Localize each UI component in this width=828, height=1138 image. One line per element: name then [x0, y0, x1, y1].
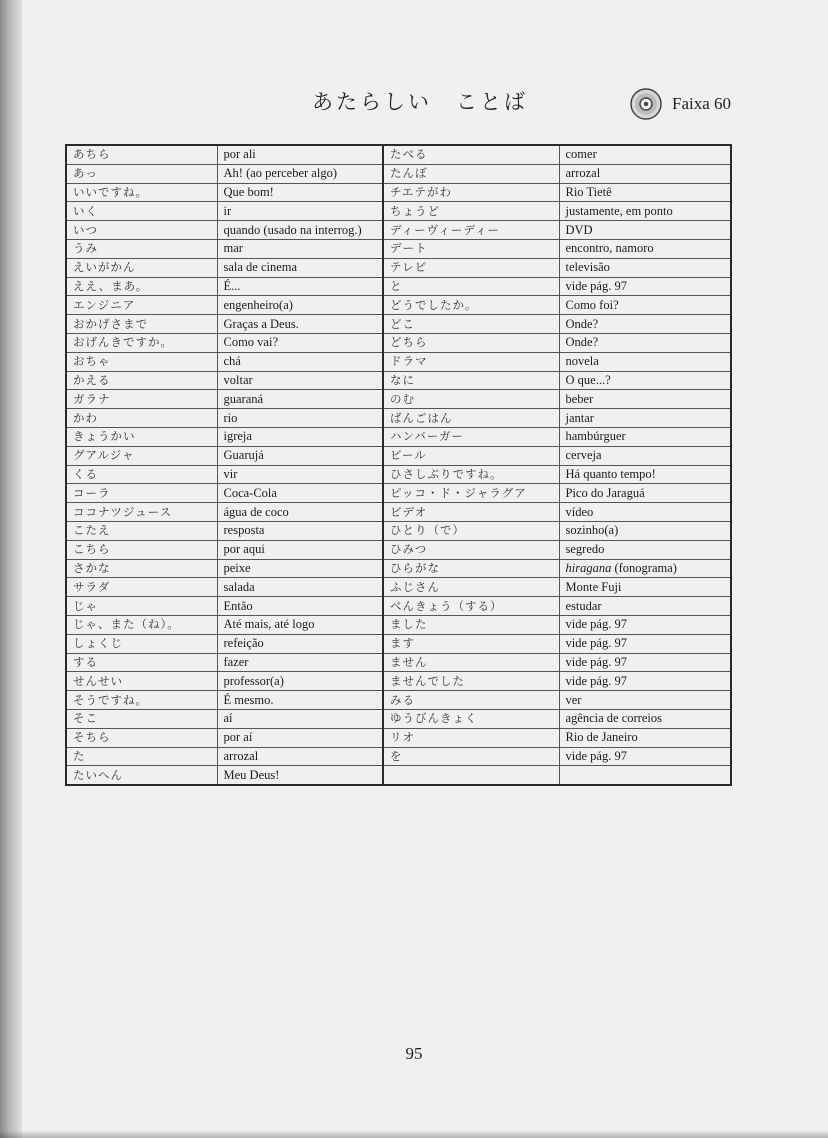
portuguese-meaning: estudar [559, 597, 731, 616]
japanese-word: と [383, 277, 559, 296]
japanese-word: じゃ、また（ね）。 [66, 615, 217, 634]
japanese-word: おげんきですか。 [66, 333, 217, 352]
table-row [66, 503, 731, 522]
portuguese-meaning: Como foi? [559, 296, 731, 315]
portuguese-meaning: Onde? [559, 315, 731, 334]
portuguese-meaning: sala de cinema [217, 258, 383, 277]
page-number: 95 [405, 1044, 423, 1063]
table-row [66, 521, 731, 540]
table-row [66, 634, 731, 653]
portuguese-meaning: igreja [217, 427, 383, 446]
japanese-word: ビデオ [383, 503, 559, 522]
table-row [66, 484, 731, 503]
table-row [66, 709, 731, 728]
japanese-word: いく [66, 202, 217, 221]
japanese-word: を [383, 747, 559, 766]
table-row [66, 691, 731, 710]
japanese-word: ビール [383, 446, 559, 465]
japanese-word: なに [383, 371, 559, 390]
portuguese-meaning: voltar [217, 371, 383, 390]
japanese-word: いいですね。 [66, 183, 217, 202]
portuguese-meaning: É... [217, 277, 383, 296]
book-spine-shadow [0, 0, 22, 1138]
portuguese-meaning: aí [217, 709, 383, 728]
portuguese-meaning: vir [217, 465, 383, 484]
portuguese-meaning: segredo [559, 540, 731, 559]
table-row [66, 653, 731, 672]
japanese-word: ます [383, 634, 559, 653]
portuguese-meaning: vide pág. 97 [559, 634, 731, 653]
table-row [66, 409, 731, 428]
portuguese-meaning: justamente, em ponto [559, 202, 731, 221]
japanese-word: そうですね。 [66, 691, 217, 710]
japanese-word: せんせい [66, 672, 217, 691]
portuguese-meaning: arrozal [559, 164, 731, 183]
japanese-word: ませんでした [383, 672, 559, 691]
table-row [66, 446, 731, 465]
portuguese-meaning: por aí [217, 728, 383, 747]
portuguese-meaning: Há quanto tempo! [559, 465, 731, 484]
japanese-word: いつ [66, 221, 217, 240]
portuguese-meaning: engenheiro(a) [217, 296, 383, 315]
japanese-word: べんきょう（する） [383, 597, 559, 616]
portuguese-meaning: Pico do Jaraguá [559, 484, 731, 503]
japanese-word: ひさしぶりですね。 [383, 465, 559, 484]
table-row [66, 371, 731, 390]
portuguese-meaning: hambúrguer [559, 427, 731, 446]
portuguese-meaning: ver [559, 691, 731, 710]
track-label: Faixa 60 [672, 94, 732, 113]
table-row [66, 333, 731, 352]
portuguese-meaning: Então [217, 597, 383, 616]
portuguese-meaning: televisão [559, 258, 731, 277]
japanese-word: そこ [66, 709, 217, 728]
portuguese-meaning: salada [217, 578, 383, 597]
table-row [66, 597, 731, 616]
table-row [66, 145, 731, 164]
table-row [66, 202, 731, 221]
portuguese-meaning: vide pág. 97 [559, 653, 731, 672]
japanese-word: しょくじ [66, 634, 217, 653]
japanese-word: かえる [66, 371, 217, 390]
portuguese-meaning: vide pág. 97 [559, 277, 731, 296]
portuguese-meaning: cerveja [559, 446, 731, 465]
japanese-word: リオ [383, 728, 559, 747]
japanese-word: こたえ [66, 521, 217, 540]
portuguese-meaning: rio [217, 409, 383, 428]
table-row [66, 747, 731, 766]
portuguese-meaning: Meu Deus! [217, 766, 383, 785]
portuguese-meaning: jantar [559, 409, 731, 428]
japanese-word: ハンバーガー [383, 427, 559, 446]
vocabulary-table [65, 144, 732, 786]
japanese-word: ドラマ [383, 352, 559, 371]
japanese-word: ました [383, 615, 559, 634]
portuguese-meaning: Coca-Cola [217, 484, 383, 503]
table-row [66, 766, 731, 785]
portuguese-meaning: Monte Fuji [559, 578, 731, 597]
table-row [66, 672, 731, 691]
japanese-word: たいへん [66, 766, 217, 785]
japanese-word: チエテがわ [383, 183, 559, 202]
japanese-word: こちら [66, 540, 217, 559]
table-row [66, 221, 731, 240]
japanese-word: さかな [66, 559, 217, 578]
japanese-word: おちゃ [66, 352, 217, 371]
portuguese-meaning: arrozal [217, 747, 383, 766]
japanese-word: ええ、まあ。 [66, 277, 217, 296]
portuguese-meaning: água de coco [217, 503, 383, 522]
table-row [66, 352, 731, 371]
japanese-word: そちら [66, 728, 217, 747]
table-row [66, 559, 731, 578]
portuguese-meaning: Que bom! [217, 183, 383, 202]
table-row [66, 164, 731, 183]
portuguese-meaning: agência de correios [559, 709, 731, 728]
portuguese-meaning-text: (fonograma) [611, 560, 677, 575]
portuguese-meaning: Rio Tietê [559, 183, 731, 202]
japanese-word: ふじさん [383, 578, 559, 597]
japanese-word: ません [383, 653, 559, 672]
table-row [66, 239, 731, 258]
portuguese-meaning: vide pág. 97 [559, 747, 731, 766]
japanese-word: ココナツジュース [66, 503, 217, 522]
page-bottom-shadow [0, 1130, 828, 1138]
portuguese-meaning: ir [217, 202, 383, 221]
table-row [66, 427, 731, 446]
portuguese-meaning: Como vai? [217, 333, 383, 352]
portuguese-meaning [559, 766, 731, 785]
table-row [66, 615, 731, 634]
table-row [66, 258, 731, 277]
portuguese-meaning: comer [559, 145, 731, 164]
portuguese-meaning: por aqui [217, 540, 383, 559]
portuguese-meaning: Onde? [559, 333, 731, 352]
portuguese-meaning [559, 559, 731, 578]
portuguese-meaning: guaraná [217, 390, 383, 409]
japanese-word: サラダ [66, 578, 217, 597]
japanese-word: たべる [383, 145, 559, 164]
japanese-word: ちょうど [383, 202, 559, 221]
japanese-word: ひみつ [383, 540, 559, 559]
japanese-word: えいがかん [66, 258, 217, 277]
cd-icon [630, 88, 662, 120]
japanese-word: ひらがな [383, 559, 559, 578]
japanese-word: くる [66, 465, 217, 484]
table-row [66, 390, 731, 409]
japanese-word: デート [383, 239, 559, 258]
portuguese-meaning: professor(a) [217, 672, 383, 691]
portuguese-meaning: vide pág. 97 [559, 615, 731, 634]
japanese-word: ばんごはん [383, 409, 559, 428]
japanese-word: おかげさまで [66, 315, 217, 334]
table-row [66, 578, 731, 597]
japanese-word: ピッコ・ド・ジャラグア [383, 484, 559, 503]
japanese-word: みる [383, 691, 559, 710]
portuguese-meaning: É mesmo. [217, 691, 383, 710]
portuguese-meaning: fazer [217, 653, 383, 672]
page-title: あたらしい ことば [312, 90, 528, 114]
portuguese-meaning: por ali [217, 145, 383, 164]
portuguese-meaning: vide pág. 97 [559, 672, 731, 691]
portuguese-meaning: beber [559, 390, 731, 409]
japanese-word: かわ [66, 409, 217, 428]
japanese-word: うみ [66, 239, 217, 258]
japanese-word: ゆうびんきょく [383, 709, 559, 728]
portuguese-meaning: quando (usado na interrog.) [217, 221, 383, 240]
table-row [66, 728, 731, 747]
portuguese-meaning: resposta [217, 521, 383, 540]
japanese-word: あっ [66, 164, 217, 183]
japanese-word: ひとり（で） [383, 521, 559, 540]
japanese-word: たんぼ [383, 164, 559, 183]
portuguese-meaning: O que...? [559, 371, 731, 390]
japanese-word: ディーヴィーディー [383, 221, 559, 240]
portuguese-meaning: Guarujá [217, 446, 383, 465]
portuguese-meaning: encontro, namoro [559, 239, 731, 258]
portuguese-meaning: Ah! (ao perceber algo) [217, 164, 383, 183]
italic-term: hiragana [565, 560, 612, 575]
table-row [66, 296, 731, 315]
portuguese-meaning: chá [217, 352, 383, 371]
japanese-word: のむ [383, 390, 559, 409]
portuguese-meaning: Até mais, até logo [217, 615, 383, 634]
japanese-word: ガラナ [66, 390, 217, 409]
japanese-word: た [66, 747, 217, 766]
japanese-word: じゃ [66, 597, 217, 616]
table-row [66, 315, 731, 334]
japanese-word: あちら [66, 145, 217, 164]
table-row [66, 277, 731, 296]
portuguese-meaning: Rio de Janeiro [559, 728, 731, 747]
japanese-word: きょうかい [66, 427, 217, 446]
japanese-word: コーラ [66, 484, 217, 503]
japanese-word: どうでしたか。 [383, 296, 559, 315]
japanese-word [383, 766, 559, 785]
japanese-word: する [66, 653, 217, 672]
japanese-word: どこ [383, 315, 559, 334]
japanese-word: エンジニア [66, 296, 217, 315]
japanese-word: どちら [383, 333, 559, 352]
table-row [66, 183, 731, 202]
portuguese-meaning: vídeo [559, 503, 731, 522]
audio-track-marker [630, 88, 731, 120]
portuguese-meaning: novela [559, 352, 731, 371]
japanese-word: テレビ [383, 258, 559, 277]
portuguese-meaning: sozinho(a) [559, 521, 731, 540]
vocabulary-table-body [66, 145, 731, 785]
table-row [66, 540, 731, 559]
portuguese-meaning: refeição [217, 634, 383, 653]
portuguese-meaning: mar [217, 239, 383, 258]
portuguese-meaning: DVD [559, 221, 731, 240]
japanese-word: グアルジャ [66, 446, 217, 465]
table-row [66, 465, 731, 484]
portuguese-meaning: peixe [217, 559, 383, 578]
portuguese-meaning: Graças a Deus. [217, 315, 383, 334]
